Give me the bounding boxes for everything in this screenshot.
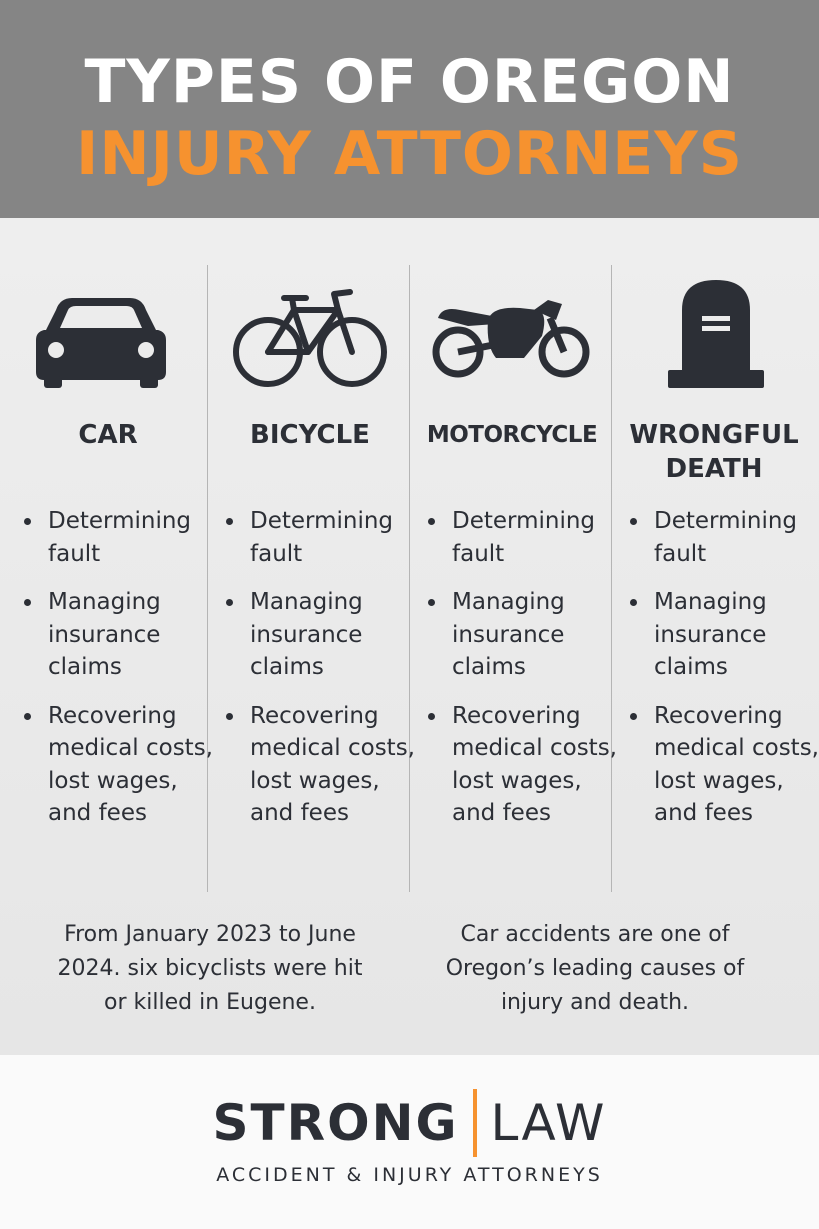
list-item: Recovering medical costs, lost wages, and fees [226, 700, 416, 830]
column-title: WRONGFUL DEATH [629, 420, 799, 484]
column-title: MOTORCYCLE [426, 422, 598, 448]
motorcycle-icon [412, 280, 612, 392]
bullet-dot [630, 518, 637, 525]
bullet-dot [24, 518, 31, 525]
tombstone-icon [614, 280, 814, 392]
car-icon [8, 280, 208, 392]
bullet-list [428, 505, 618, 846]
list-item: Recovering medical costs, lost wages, and fees [24, 700, 214, 830]
list-item: Managing insurance claims [226, 586, 416, 684]
list-item: Managing insurance claims [24, 586, 214, 684]
bullet-dot [630, 713, 637, 720]
bullet-dot [24, 713, 31, 720]
brand-name-part-2: LAW [490, 1094, 607, 1152]
bullet-dot [226, 599, 233, 606]
bullet-list [630, 505, 819, 846]
bicycle-icon [210, 280, 410, 392]
column-title: CAR [78, 420, 138, 450]
brand-tagline: ACCIDENT & INJURY ATTORNEYS [216, 1164, 603, 1186]
bullet-dot [428, 713, 435, 720]
bullet-dot [428, 599, 435, 606]
header-banner [0, 0, 819, 218]
list-item: Managing insurance claims [428, 586, 618, 684]
list-item: Determining fault [24, 505, 214, 570]
bullet-dot [226, 518, 233, 525]
title-line-2: INJURY ATTORNEYS [76, 119, 743, 189]
bullet-list [24, 505, 214, 846]
brand-divider [473, 1089, 477, 1157]
bullet-dot [630, 599, 637, 606]
brand-logo [0, 1088, 819, 1158]
title-line-1: TYPES OF OREGON [84, 47, 735, 117]
brand-name-part-1: STRONG [212, 1094, 459, 1152]
fact-bicyclists: From January 2023 to June 2024. six bicyclists were hit or killed in Eugene. [57, 922, 363, 1015]
bullet-list [226, 505, 416, 846]
list-item: Recovering medical costs, lost wages, and fees [630, 700, 819, 830]
column-title: BICYCLE [250, 420, 370, 450]
fact-car-accidents: Car accidents are one of Oregon’s leading causes of injury and death. [445, 922, 745, 1015]
list-item: Determining fault [226, 505, 416, 570]
list-item: Recovering medical costs, lost wages, and fees [428, 700, 618, 830]
bullet-dot [428, 518, 435, 525]
list-item: Determining fault [630, 505, 819, 570]
bullet-dot [24, 599, 31, 606]
list-item: Managing insurance claims [630, 586, 819, 684]
list-item: Determining fault [428, 505, 618, 570]
bullet-dot [226, 713, 233, 720]
